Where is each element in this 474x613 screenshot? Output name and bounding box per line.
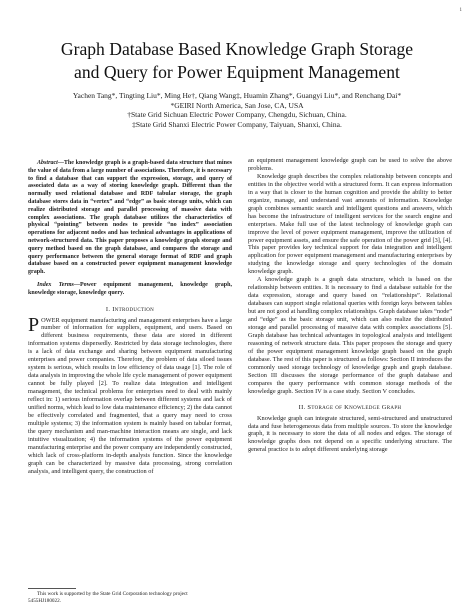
right-paragraph-3: Knowledge graph can integrate structured, semi-structured and unstructured data and fuse heterogeneous data from multiple sources. To store the knowledge graph, it is necessary to store the data of all nodes and edges. The storage of knowledge graphs does not depend on a specific underlying structure. The general practice is to adopt different underlying storage: [248, 414, 452, 454]
right-paragraph-1: Knowledge graph describes the complex relationship between concepts and entities in the objective world with a structured form. It can express information in a way that is closer to the human cognition and provide the ability to better organize, manage, and understand vast amounts of information. Knowledge graph combines semantic search and intelligent questions and answers, which has become the infrastructure of intelligent services for the search engine and enterprises. Make full use of the latest technology of knowledge graph can improve the level of power equipment management, improve the utilization of power equipment assets, and ensure the safe operation of the power grid [3], [4]. This paper provides key technical support for data integration and intelligent application for power equipment management and manufacturing enterprises by studying the knowledge storage and query technologies of the domain knowledge graph.: [248, 172, 452, 276]
section-heading-storage: II. Storage of Knowledge Graph: [298, 403, 402, 411]
index-terms-label: Index Terms: [37, 281, 74, 288]
affiliation-1: *GEIRI North America, San Jose, CA, USA: [170, 100, 304, 110]
footnote-divider: [28, 588, 76, 589]
left-column: [28, 160, 232, 476]
author-block: [20, 91, 454, 130]
affiliation-3: ‡State Grid Shanxi Electric Power Company, Taiyuan, Shanxi, China.: [132, 120, 342, 130]
index-terms-text: —Power equipment management, knowledge graph, knowledge storage, knowledge query.: [28, 281, 232, 296]
abstract-label: Abstract: [37, 160, 58, 166]
footnote-line-2: 5455HJ180022.: [28, 597, 61, 604]
author-names: Yachen Tang*, Tingting Liu*, Ming He†, Qiang Wang‡, Huamin Zhang*, Guangyi Liu*, and Renchang Dai*: [72, 91, 402, 100]
affiliation-2: †State Grid Sichuan Electric Power Company, Chengdu, Sichuan, China.: [127, 110, 347, 120]
paper-title: [20, 38, 454, 84]
title-line-1: Graph Database Based Knowledge Graph Storage: [60, 39, 414, 59]
intro-paragraph: [28, 313, 232, 476]
right-paragraph-continued: an equipment management knowledge graph can be used to solve the above problems.: [248, 157, 452, 172]
drop-cap: P: [28, 313, 40, 336]
section-heading-introduction: I. Introduction: [105, 305, 155, 313]
index-terms: [28, 282, 232, 298]
page-number: 1: [459, 8, 462, 13]
title-line-2: and Query for Power Equipment Management: [74, 62, 400, 82]
right-column: [248, 157, 452, 454]
footnote-line-1: This work is supported by the State Grid Corporation technology project: [37, 591, 188, 597]
right-paragraph-2: A knowledge graph is a graph data structure, which is based on the relationship between entities. It is necessary to find a database suitable for the data expression, storage and query based on “relationships”. Relational databases can support single relational queries with foreign keys between tables but are not good at handling complex relationships. Graph database takes “node” and “edge” as the basic storage unit, which can also realize the distributed storage and parallel processing of massive data with complex associations [5]. Graph database has technical advantages in topological analysis and intelligent reasoning of network structure data. This paper proposes the storage and query of the power equipment management knowledge graph based on the graph database. The rest of this paper is structured as follows: Section II introduces the commonly used storage technology of knowledge graph and graph database. Section III discusses the storage performance of the graph database and compares the query performance with common storage methods of the knowledge graph. Section IV is a case study. Section V concludes.: [248, 276, 452, 395]
abstract-text: —The knowledge graph is a graph-based data structure that mines the value of data from a large number of associations. Therefore, it is necessary to find a database that can support the expression, storage, and query of associated data as a way of storing knowledge graph. Different than the normally used relational database and RDF tabular storage, the graph database stores data in “vertex” and “edge” as basic storage units, which can realize distributed storage and parallel processing of massive data with complex associations. The graph database utilizes the characteristics of physical “pointing” between nodes to provide “no index” association operations for adjacent nodes and has technical advantages in applications of network-structured data. This paper proposes a knowledge graph storage and query method based on the graph database, and compares the storage and query performance between the general storage format of RDF and graph database based on a constructed power equipment management knowledge graph.: [28, 160, 232, 276]
abstract: [28, 160, 232, 277]
footnote: [28, 591, 232, 604]
intro-text: OWER equipment manufacturing and management enterprises have a large number of information for suppliers, equipment, and users. Based on different business requirements, these data are stored in different information systems dispersedly. Restricted by data storage technologies, there is a lack of data exchange and sharing between equipment manufacturing enterprises and power companies. Therefore, the problem of data siloed issues system is serious, which results in low efficiency of data usage [1]. The role of data analysis in improving the whole life cycle management of power equipment cannot be fully played [2]. To realize data integration and intelligent management, the technical problems for enterprises need to deal with mainly reflect in: 1) serious information overlap between different systems and lack of unified norms, which lead to low data maintenance efficiency; 2) the data cannot be effectively correlated and fragmented, that a query may need to cross multiple systems; 3) the information system is mainly based on tabular format, the query mechanism and man-machine interaction means are single, and lack intuitive visualization; 4) the information systems of the power equipment manufacturing enterprise and the power company are independently constructed, which lack of cross-platform in-depth analysis function. Since the knowledge graph can be characterized by massive data processing, strong correlation analysis, and intelligent query, the construction of: [28, 316, 232, 475]
